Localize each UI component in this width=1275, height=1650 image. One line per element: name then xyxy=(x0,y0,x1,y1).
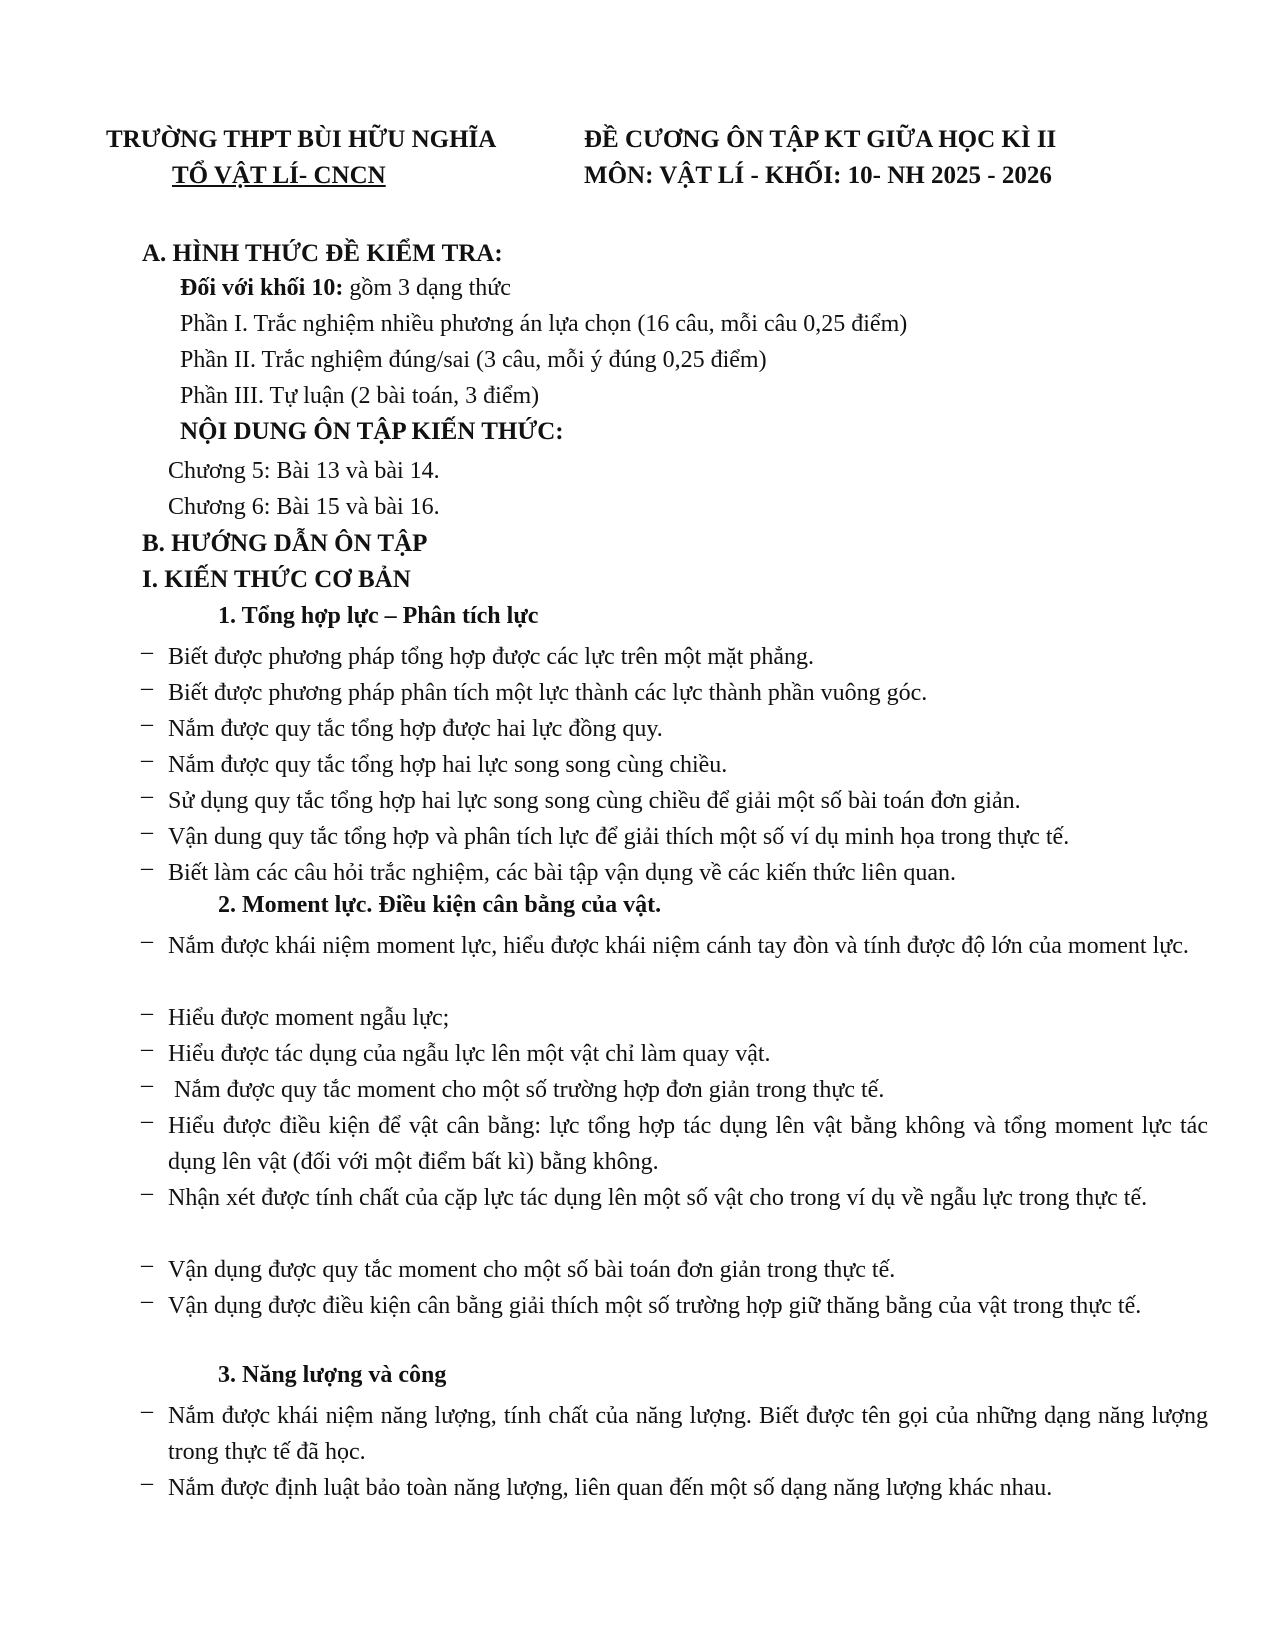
part-item: Phần II. Trắc nghiệm đúng/sai (3 câu, mỗi ý đúng 0,25 điểm) xyxy=(180,347,767,373)
dash-marker: – xyxy=(141,1252,153,1278)
subject-line: MÔN: VẬT LÍ - KHỐI: 10- NH 2025 - 2026 xyxy=(584,162,1052,189)
dash-marker: – xyxy=(141,675,153,701)
bullet-text: Vận dụng được điều kiện cân bằng giải thích một số trường hợp giữ thăng bằng của vật trong thực tế. xyxy=(168,1293,1142,1319)
dash-marker: – xyxy=(141,639,153,665)
part-item: Phần I. Trắc nghiệm nhiều phương án lựa chọn (16 câu, mỗi câu 0,25 điểm) xyxy=(180,311,908,337)
bullet-text: Vận dụng được quy tắc moment cho một số bài toán đơn giản trong thực tế. xyxy=(168,1257,896,1283)
bullet-text: Vận dung quy tắc tổng hợp và phân tích lực để giải thích một số ví dụ minh họa trong thực tế. xyxy=(168,824,1070,850)
bullet-text: Biết được phương pháp tổng hợp được các lực trên một mặt phẳng. xyxy=(168,644,814,670)
bullet-text: Nắm được quy tắc tổng hợp hai lực song song cùng chiều. xyxy=(168,752,728,778)
document-title: ĐỀ CƯƠNG ÔN TẬP KT GIỮA HỌC KÌ II xyxy=(584,126,1057,153)
bullet-text: Hiểu được tác dụng của ngẫu lực lên một vật chỉ làm quay vật. xyxy=(168,1041,771,1067)
dash-marker: – xyxy=(141,747,153,773)
topic-title: 3. Năng lượng và công xyxy=(218,1362,447,1388)
dash-marker: – xyxy=(141,1000,153,1026)
dash-marker: – xyxy=(141,1072,153,1098)
dash-marker: – xyxy=(141,711,153,737)
dash-marker: – xyxy=(141,1108,153,1134)
bullet-text: Nắm được khái niệm năng lượng, tính chất của năng lượng. Biết được tên gọi của những dạng năng lượng trong thực tế đã học. xyxy=(168,1403,1208,1465)
bullet-text: Sử dụng quy tắc tổng hợp hai lực song song cùng chiều để giải một số bài toán đơn giản. xyxy=(168,788,1021,814)
bullet-text: Nắm được quy tắc moment cho một số trường hợp đơn giản trong thực tế. xyxy=(168,1077,885,1103)
chapter-item: Chương 6: Bài 15 và bài 16. xyxy=(168,494,440,520)
bullet-text: Biết làm các câu hỏi trắc nghiệm, các bài tập vận dụng về các kiến thức liên quan. xyxy=(168,860,957,886)
bullet-text: Nắm được quy tắc tổng hợp được hai lực đồng quy. xyxy=(168,716,663,742)
topic-title: 2. Moment lực. Điều kiện cân bằng của vật. xyxy=(218,892,662,918)
dash-marker: – xyxy=(141,928,153,954)
dash-marker: – xyxy=(141,1470,153,1496)
grade-line xyxy=(180,275,511,302)
content-heading: NỘI DUNG ÔN TẬP KIẾN THỨC: xyxy=(180,418,564,445)
dash-marker: – xyxy=(141,855,153,881)
dash-marker: – xyxy=(141,783,153,809)
knowledge-heading: I. KIẾN THỨC CƠ BẢN xyxy=(142,566,411,593)
dash-marker: – xyxy=(141,1180,153,1206)
grade-text: gồm 3 dạng thức xyxy=(343,275,511,301)
school-name: TRƯỜNG THPT BÙI HỮU NGHĨA xyxy=(106,126,497,153)
bullet-text: Biết được phương pháp phân tích một lực thành các lực thành phần vuông góc. xyxy=(168,680,928,706)
bullet-text: Nắm được định luật bảo toàn năng lượng, liên quan đến một số dạng năng lượng khác nhau. xyxy=(168,1475,1053,1501)
topic-title: 1. Tổng hợp lực – Phân tích lực xyxy=(218,603,539,629)
bullet-text: Hiểu được moment ngẫu lực; xyxy=(168,1005,450,1031)
dash-marker: – xyxy=(141,1036,153,1062)
chapter-item: Chương 5: Bài 13 và bài 14. xyxy=(168,458,440,484)
grade-label: Đối với khối 10: xyxy=(180,275,344,301)
bullet-text: Nhận xét được tính chất của cặp lực tác dụng lên một số vật cho trong ví dụ về ngẫu lực trong thực tế. xyxy=(168,1185,1148,1211)
part-item: Phần III. Tự luận (2 bài toán, 3 điểm) xyxy=(180,383,540,409)
dash-marker: – xyxy=(141,819,153,845)
bullet-text: Hiểu được điều kiện để vật cân bằng: lực tổng hợp tác dụng lên vật bằng không và tổng moment lực tác dụng lên vật (đối với một điểm bất kì) bằng không. xyxy=(168,1113,1208,1175)
section-a-heading: A. HÌNH THỨC ĐỀ KIỂM TRA: xyxy=(142,240,503,267)
section-b-heading: B. HƯỚNG DẪN ÔN TẬP xyxy=(142,530,428,557)
bullet-text: Nắm được khái niệm moment lực, hiểu được khái niệm cánh tay đòn và tính được độ lớn của moment lực. xyxy=(168,933,1189,959)
department-name: TỔ VẬT LÍ- CNCN xyxy=(172,162,386,189)
dash-marker: – xyxy=(141,1398,153,1424)
dash-marker: – xyxy=(141,1288,153,1314)
